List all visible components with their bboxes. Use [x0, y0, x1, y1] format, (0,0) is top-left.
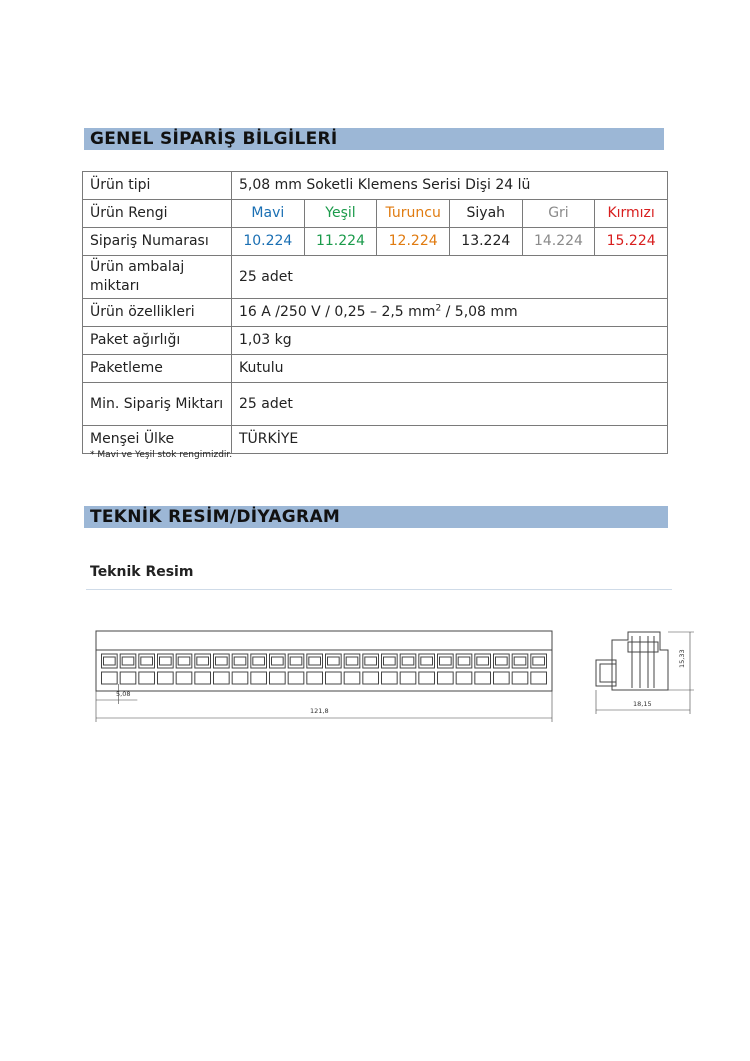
min-order-label: Min. Sipariş Miktarı [83, 383, 232, 426]
pole-slot [456, 672, 472, 684]
order-number-yesil: 11.224 [304, 228, 377, 256]
pole-slot [158, 672, 174, 684]
order-number-kirmizi: 15.224 [595, 228, 668, 256]
stock-color-note: * Mavi ve Yeşil stok rengimizdir. [90, 450, 233, 460]
pole-slot [288, 672, 304, 684]
pole-screw [533, 657, 545, 665]
pole-screw [178, 657, 190, 665]
features-value-sup: 2 [435, 303, 442, 314]
pole-screw [309, 657, 321, 665]
pole-slot [363, 672, 379, 684]
pole-screw [141, 657, 153, 665]
package-weight-value: 1,03 kg [232, 327, 668, 355]
pole-screw [440, 657, 452, 665]
pole-screw [197, 657, 209, 665]
pole-screw [402, 657, 414, 665]
pole-screw [272, 657, 284, 665]
pole-slot [494, 672, 510, 684]
pole-slot [400, 672, 416, 684]
pole-screw [328, 657, 340, 665]
pole-screw [160, 657, 172, 665]
pole-slot [438, 672, 454, 684]
technical-drawing-subtitle: Teknik Resim [90, 564, 194, 580]
pole-slot [307, 672, 323, 684]
color-gri: Gri [522, 200, 595, 228]
origin-label: Menşei Ülke [83, 426, 232, 454]
order-number-turuncu: 12.224 [377, 228, 450, 256]
pole-slot [512, 672, 528, 684]
order-number-mavi: 10.224 [232, 228, 305, 256]
pole-slot [120, 672, 136, 684]
packaging-qty-label: Ürün ambalaj miktarı [83, 256, 232, 299]
general-info-header: GENEL SİPARİŞ BİLGİLERİ [84, 128, 664, 150]
pole-slot [475, 672, 491, 684]
dim-length-text: 121,8 [310, 707, 329, 715]
pole-slot [102, 672, 118, 684]
pole-screw [421, 657, 433, 665]
features-value-tail: / 5,08 mm [441, 304, 518, 320]
color-kirmizi: Kırmızı [595, 200, 668, 228]
product-type-label: Ürün tipi [83, 172, 232, 200]
color-siyah: Siyah [449, 200, 522, 228]
pole-screw [346, 657, 358, 665]
dim-height-text: 15,33 [678, 649, 686, 668]
pole-slot [326, 672, 342, 684]
pole-slot [232, 672, 248, 684]
pole-screw [384, 657, 396, 665]
pole-slot [382, 672, 398, 684]
dim-depth-text: 18,15 [633, 700, 652, 708]
packing-value: Kutulu [232, 355, 668, 383]
color-turuncu: Turuncu [377, 200, 450, 228]
pole-screw [290, 657, 302, 665]
product-type-value: 5,08 mm Soketli Klemens Serisi Dişi 24 lü [232, 172, 668, 200]
color-mavi: Mavi [232, 200, 305, 228]
pole-screw [477, 657, 489, 665]
color-label: Ürün Rengi [83, 200, 232, 228]
features-value-main: 16 A /250 V / 0,25 – 2,5 mm [239, 304, 436, 320]
package-weight-label: Paket ağırlığı [83, 327, 232, 355]
pole-screw [496, 657, 508, 665]
pole-slot [270, 672, 286, 684]
pole-screw [234, 657, 246, 665]
pole-screw [104, 657, 116, 665]
pole-slot [344, 672, 360, 684]
color-yesil: Yeşil [304, 200, 377, 228]
pole-slot [195, 672, 211, 684]
packing-label: Paketleme [83, 355, 232, 383]
order-number-siyah: 13.224 [449, 228, 522, 256]
pole-screw [253, 657, 265, 665]
order-number-gri: 14.224 [522, 228, 595, 256]
pole-slot [419, 672, 435, 684]
pole-slot [176, 672, 192, 684]
side-plug-inner [600, 664, 616, 682]
features-label: Ürün özellikleri [83, 299, 232, 327]
pole-slot [251, 672, 267, 684]
technical-drawing-header: TEKNİK RESİM/DİYAGRAM [84, 506, 668, 528]
pole-screw [216, 657, 228, 665]
front-body-outline [96, 631, 552, 691]
pole-slot [214, 672, 230, 684]
order-number-label: Sipariş Numarası [83, 228, 232, 256]
pole-screw [122, 657, 134, 665]
packaging-qty-value: 25 adet [232, 256, 668, 299]
pole-screw [365, 657, 377, 665]
pole-screw [514, 657, 526, 665]
min-order-value: 25 adet [232, 383, 668, 426]
pole-screw [458, 657, 470, 665]
pole-slot [531, 672, 547, 684]
pole-slot [139, 672, 155, 684]
dim-pitch-text: 5,08 [116, 690, 131, 698]
origin-value: TÜRKİYE [232, 426, 668, 454]
